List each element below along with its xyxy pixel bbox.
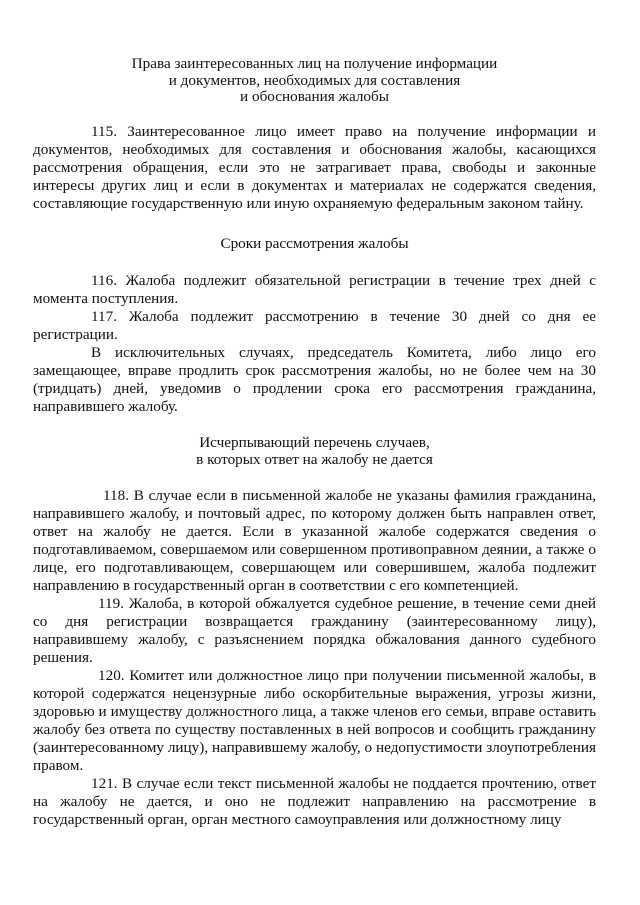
- section-heading-exhaustive-list: [33, 435, 596, 468]
- paragraph-116: 116. Жалоба подлежит обязательной регистрации в течение трех дней с момента поступления.: [33, 272, 596, 307]
- document-page: [33, 56, 596, 829]
- heading-line: и документов, необходимых для составления: [168, 71, 461, 89]
- heading-line: Права заинтересованных лиц на получение информации: [131, 55, 498, 72]
- paragraph-115: 115. Заинтересованное лицо имеет право на получение информации и документов, необходимых для составления и обоснования жалобы, касающихся рассмотрения обращения, если это не затрагивает права, свободы и законные интересы других лиц и если в документах и материалах не содержатся сведения, составляющие государственную или иную охраняемую федеральным законом тайну.: [33, 122, 596, 212]
- section-heading-terms: [33, 236, 596, 253]
- paragraph-121: 121. В случае если текст письменной жалобы не поддается прочтению, ответ на жалобу не дается, и оно не подлежит направлению на рассмотрение в государственный орган, орган местного самоуправления или должностному лицу: [33, 775, 596, 828]
- paragraph-118: 118. В случае если в письменной жалобе не указаны фамилия гражданина, направившего жалобу, и почтовый адрес, по которому должен быть направлен ответ, ответ на жалобу не дается. Если в указанной жалобе содержатся сведения о подготавливаемом, совершаемом или совершенном противоправном деянии, а также о лице, его подготавливающем, совершающем или совершившем, жалоба подлежит направлению в государственный орган в соответствии с его компетенцией.: [33, 487, 596, 594]
- heading-line: Исчерпывающий перечень случаев,: [199, 434, 430, 451]
- paragraph-120: 120. Комитет или должностное лицо при получении письменной жалобы, в которой содержатся нецензурные либо оскорбительные выражения, угрозы жизни, здоровью и имуществу должностного лица, а также членов его семьи, вправе оставить жалобу без ответа по существу поставленных в ней вопросов и сообщить гражданину (заинтересованному лицу), направившему жалобу, о недопустимости злоупотребления правом.: [33, 667, 596, 774]
- heading-line: и обоснования жалобы: [240, 88, 389, 105]
- heading-line: в которых ответ на жалобу не дается: [196, 450, 433, 468]
- section-heading-rights: [33, 56, 596, 106]
- paragraph-117-extension: В исключительных случаях, председатель Комитета, либо лицо его замещающее, вправе продлить срок рассмотрения жалобы, но не более чем на 30 (тридцать) дней, уведомив о продлении срока его рассмотрения гражданина, направившего жалобу.: [33, 344, 596, 415]
- heading-line: Сроки рассмотрения жалобы: [220, 234, 409, 252]
- paragraph-117: 117. Жалоба подлежит рассмотрению в течение 30 дней со дня ее регистрации.: [33, 308, 596, 343]
- paragraph-119: 119. Жалоба, в которой обжалуется судебное решение, в течение семи дней со дня регистрации возвращается гражданину (заинтересованному лицу), направившему жалобу, с разъяснением порядка обжалования данного судебного решения.: [33, 595, 596, 666]
